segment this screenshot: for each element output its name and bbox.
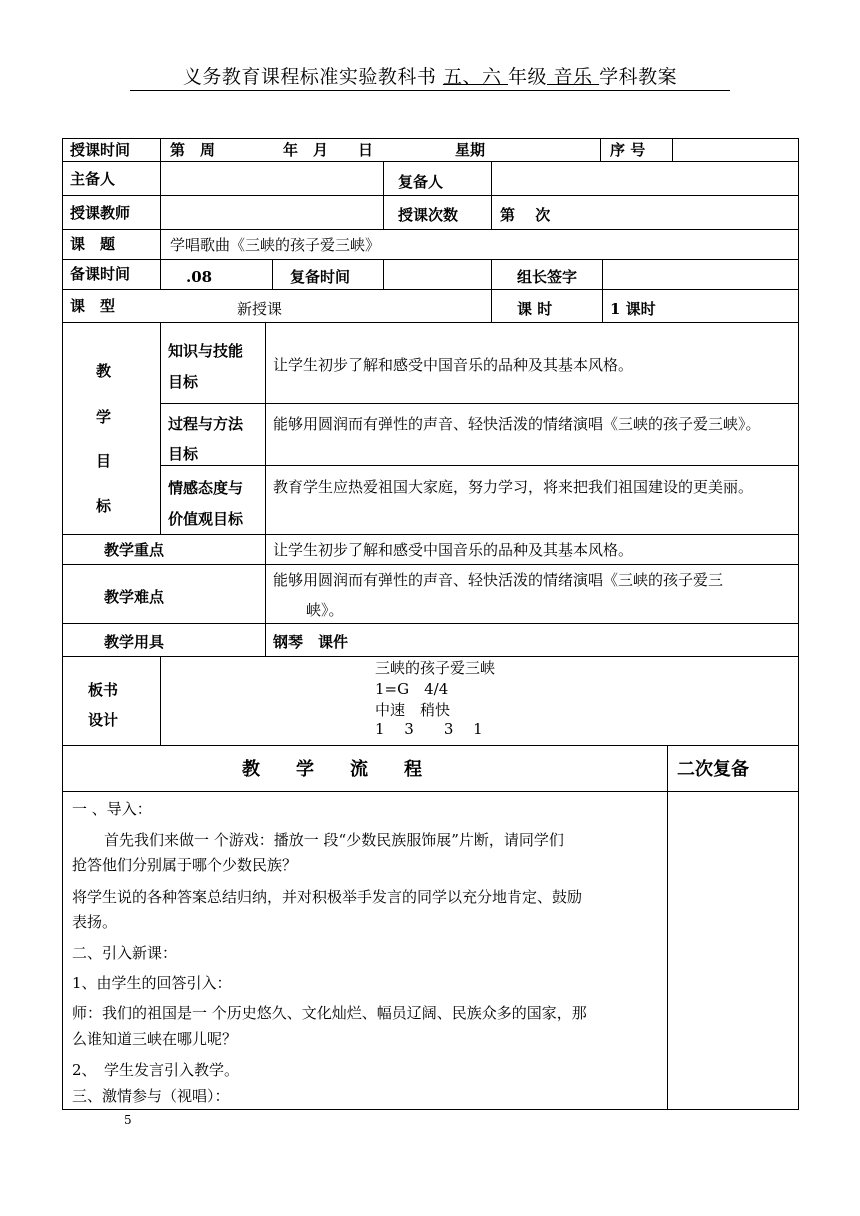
class-hours-value: 1 课时 (610, 300, 656, 318)
label-lesson-type: 课 型 (70, 297, 116, 315)
lesson-type-value: 新授课 (237, 300, 283, 318)
label-class-hours: 课 时 (517, 300, 553, 318)
header-subject: 音乐 (547, 66, 600, 88)
objectives-label-1: 教 (96, 362, 112, 380)
objective-1-name-l2: 目标 (168, 373, 199, 391)
label-sequence: 序 号 (610, 141, 646, 159)
label-leader-sign: 组长签字 (517, 268, 578, 286)
flow-line-10: 2、 学生发言引入教学。 (72, 1061, 240, 1079)
flow-line-6: 二、引入新课： (72, 944, 178, 962)
objective-3-name-l1: 情感态度与 (168, 479, 244, 497)
class-week: 第 周 (170, 141, 216, 159)
flow-line-3: 抢答他们分别属于哪个少数民族？ (72, 856, 298, 874)
class-date: 年 月 日 (283, 141, 374, 159)
flow-line-8: 师：我们的祖国是一 个历史悠久、文化灿烂、幅员辽阔、民族众多的国家，那 (72, 1004, 587, 1022)
header-grade-suffix: 年级 (507, 66, 547, 88)
label-key-point: 教学重点 (104, 541, 165, 559)
header-suffix: 学科教案 (599, 66, 678, 88)
flow-line-9: 么谁知道三峡在哪儿呢？ (72, 1030, 238, 1048)
objective-1-text: 让学生初步了解和感受中国音乐的品种及其基本风格。 (273, 356, 634, 374)
flow-line-1: 一 、导入： (72, 800, 152, 818)
objective-2-text: 能够用圆润而有弹性的声音、轻快活泼的情绪演唱《三峡的孩子爱三峡》。 (273, 415, 761, 433)
board-label-l2: 设计 (88, 711, 119, 729)
board-line-2: 1=G 4/4 (375, 680, 449, 698)
objective-2-name-l1: 过程与方法 (168, 415, 244, 433)
label-co-preparer: 复备人 (398, 173, 444, 191)
flow-line-4: 将学生说的各种答案总结归纳，并对积极举手发言的同学以充分地肯定、鼓励 (72, 888, 583, 906)
flow-title: 教 学 流 程 (242, 759, 422, 780)
objectives-label-2: 学 (96, 408, 112, 426)
second-review-label: 二次复备 (677, 759, 749, 780)
board-line-1: 三峡的孩子爱三峡 (375, 659, 496, 677)
label-class-time: 授课时间 (70, 141, 131, 159)
objectives-label-3: 目 (96, 452, 112, 470)
flow-line-7: 1、由学生的回答引入： (72, 974, 232, 992)
objective-1-name-l1: 知识与技能 (168, 342, 244, 360)
topic-value: 学唱歌曲《三峡的孩子爱三峡》 (170, 236, 381, 254)
objective-2-name-l2: 目标 (168, 445, 199, 463)
label-class-count: 授课次数 (398, 206, 459, 224)
page-number: 5 (124, 1113, 132, 1127)
objective-3-name-l2: 价值观目标 (168, 510, 244, 528)
objective-3-text: 教育学生应热爱祖国大家庭，努力学习，将来把我们祖国建设的更美丽。 (273, 478, 754, 496)
board-line-3: 中速 稍快 (375, 701, 451, 719)
tools-text: 钢琴 课件 (273, 633, 349, 651)
label-difficulty: 教学难点 (104, 588, 165, 606)
label-topic: 课 题 (70, 235, 116, 253)
document-header (130, 62, 730, 91)
difficulty-text-l2: 峡》。 (306, 601, 344, 619)
label-teacher: 授课教师 (70, 204, 131, 222)
label-review-time: 复备时间 (290, 268, 351, 286)
header-grade: 五、六 (442, 66, 508, 88)
objectives-label-4: 标 (96, 497, 112, 515)
board-line-4: 1 3 3 1 (375, 720, 483, 738)
label-prep-time: 备课时间 (70, 265, 131, 283)
flow-line-2: 首先我们来做一 个游戏：播放一 段“少数民族服饰展”片断，请同学们 (104, 831, 564, 849)
flow-line-5: 表扬。 (72, 913, 118, 931)
board-content (375, 658, 495, 740)
class-count-value: 第 次 (500, 206, 551, 224)
flow-line-11: 三、激情参与（视唱）： (72, 1087, 230, 1105)
board-label-l1: 板书 (88, 681, 119, 699)
prep-time-value: .08 (186, 268, 213, 286)
label-lead-preparer: 主备人 (70, 170, 116, 188)
key-point-text: 让学生初步了解和感受中国音乐的品种及其基本风格。 (273, 541, 634, 559)
class-weekday: 星期 (455, 141, 486, 159)
label-tools: 教学用具 (104, 633, 165, 651)
header-prefix: 义务教育课程标准实验教科书 (182, 66, 443, 88)
difficulty-text-l1: 能够用圆润而有弹性的声音、轻快活泼的情绪演唱《三峡的孩子爱三 (273, 571, 724, 589)
